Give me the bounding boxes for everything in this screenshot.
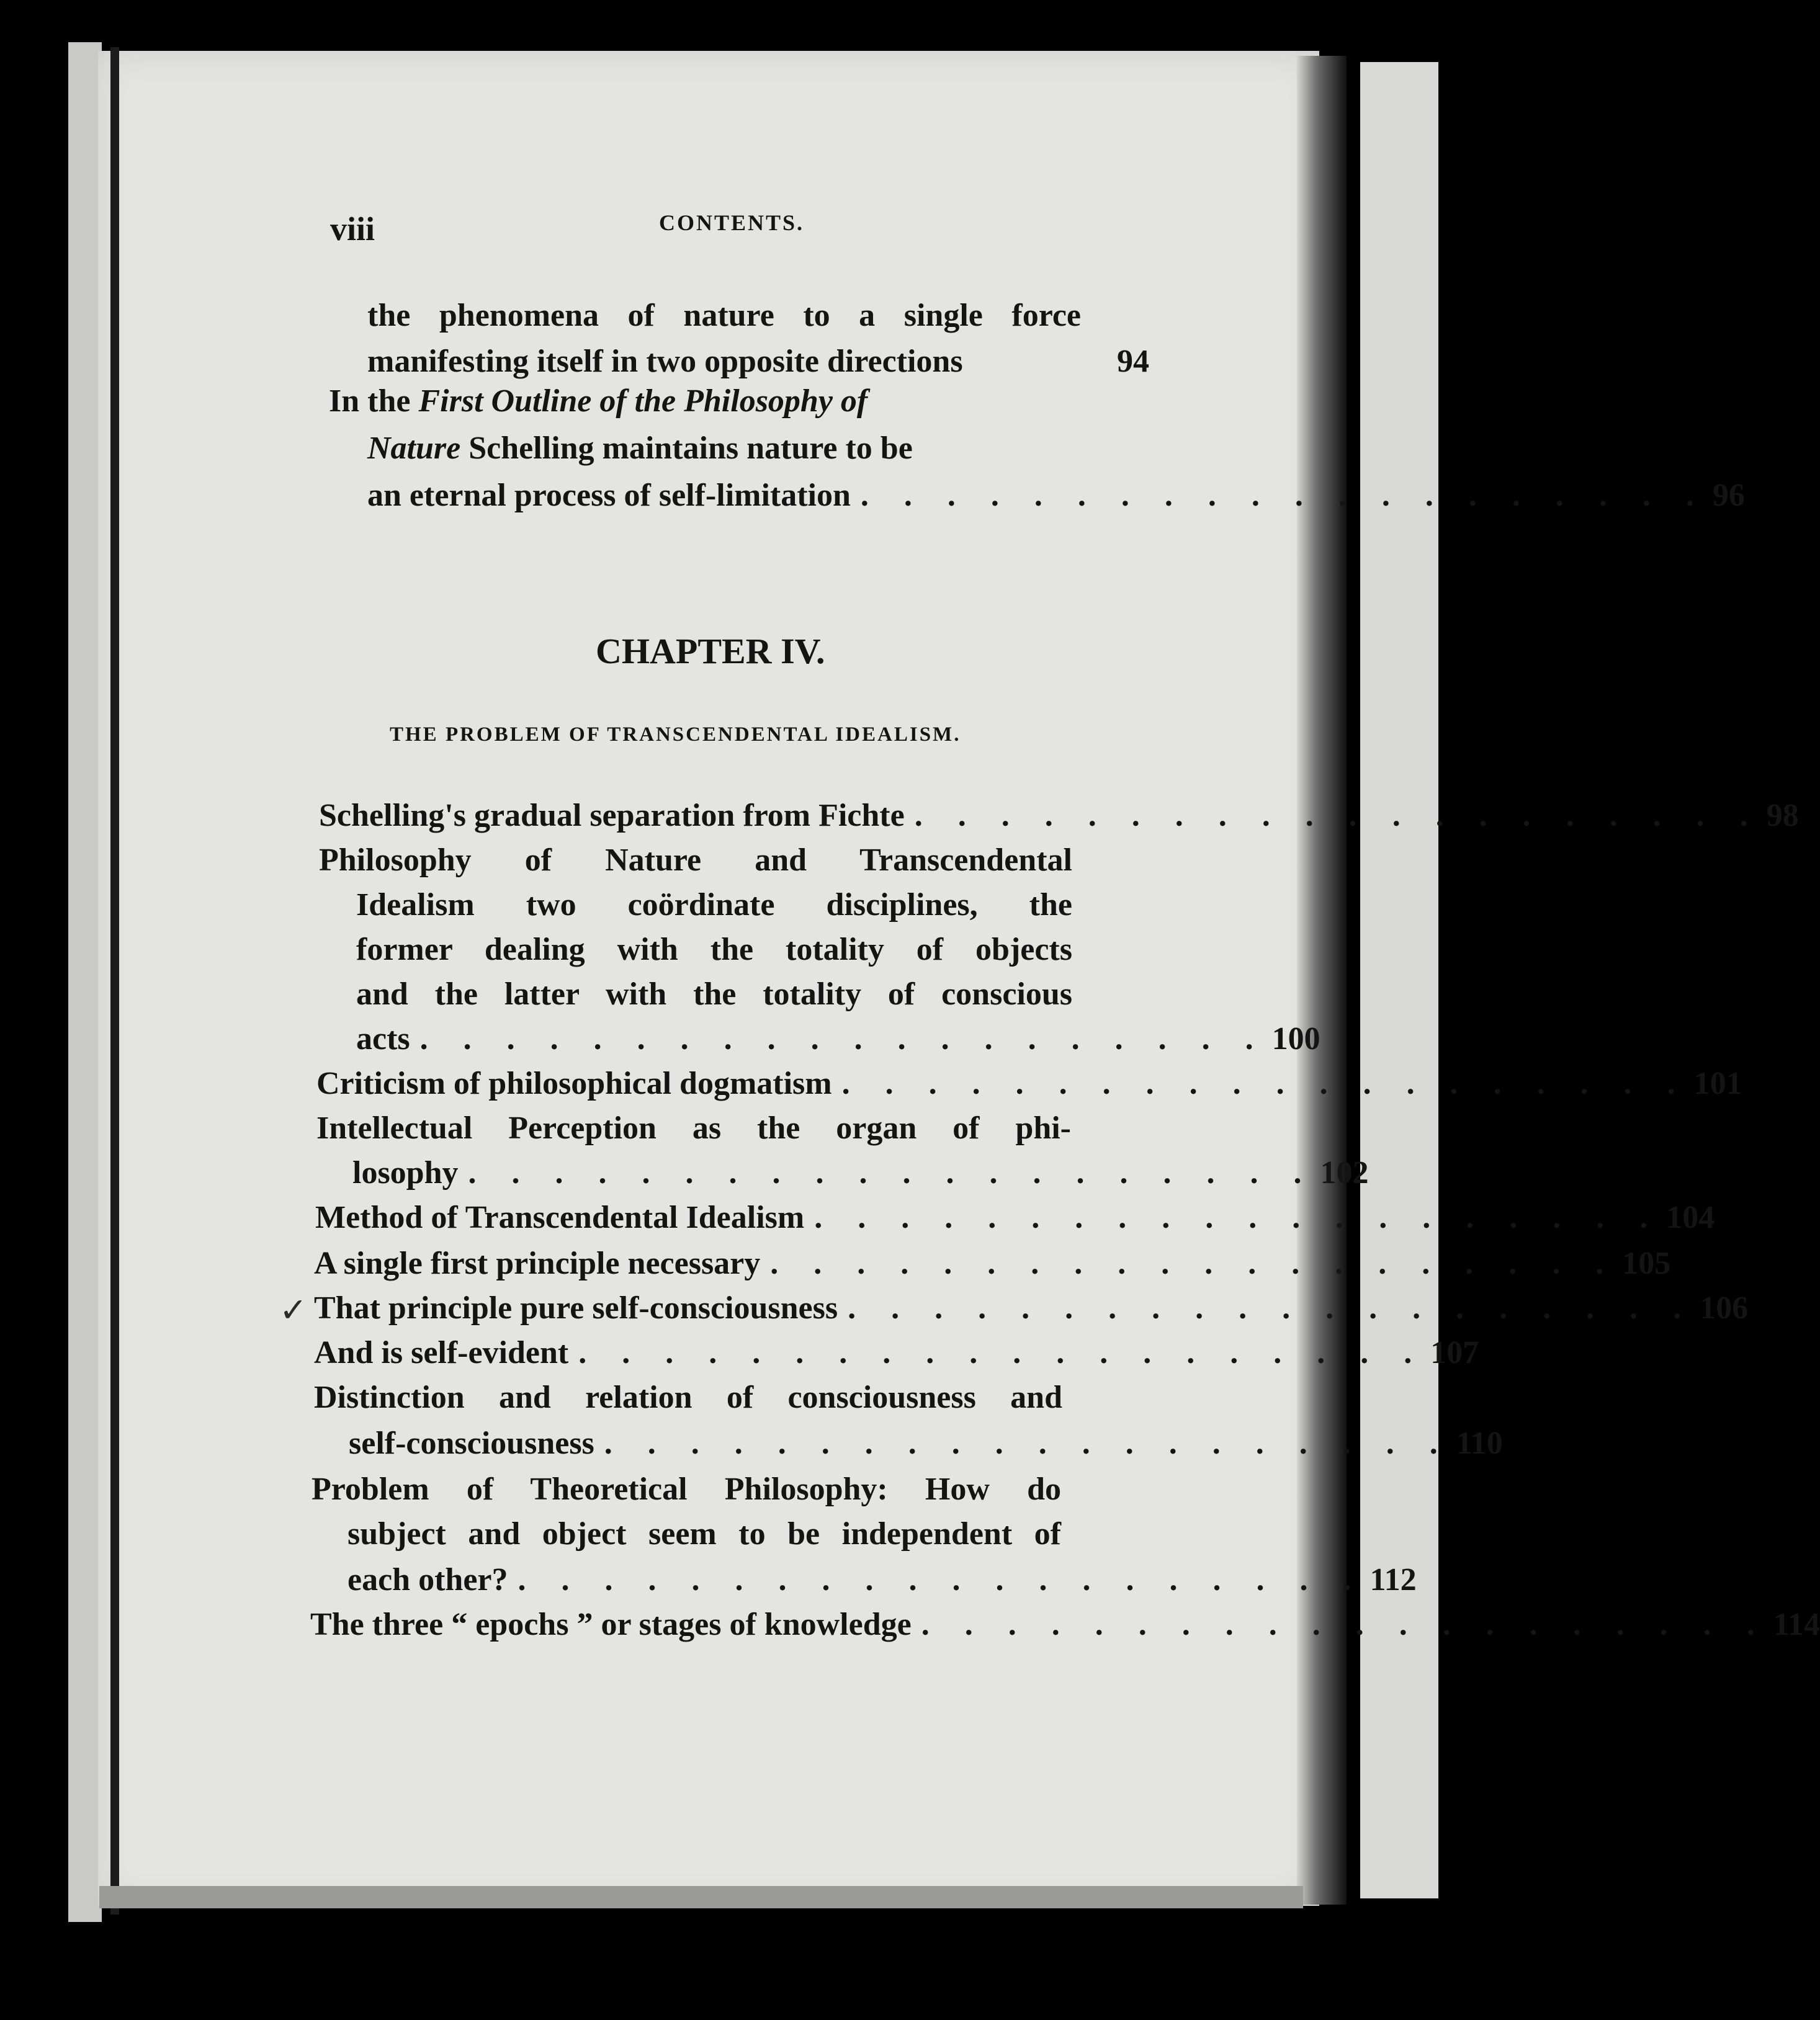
book-left-edge (68, 42, 102, 1922)
toc-entry-line: Philosophy of Nature and Transcendental (319, 842, 1072, 878)
toc-page-number: 106 (1700, 1290, 1749, 1326)
toc-page-number: 105 (1622, 1246, 1671, 1281)
chapter-title: THE PROBLEM OF TRANSCENDENTAL IDEALISM. (390, 723, 961, 746)
toc-page-number: 104 (1666, 1200, 1715, 1235)
toc-page-number: 96 (1712, 478, 1745, 513)
toc-line: manifesting itself in two opposite directions 94 (367, 341, 1149, 382)
toc-entry-line: and the latter with the totality of conscious (356, 976, 1072, 1012)
toc-page-number: 94 (1117, 344, 1149, 379)
toc-line: the phenomena of nature to a single force (367, 298, 1081, 333)
toc-entry-line: each other? . . . . . . . . . . . . . . . . . . . . 112 (347, 1560, 1134, 1601)
toc-entry-line: Intellectual Perception as the organ of phi- (316, 1111, 1071, 1146)
toc-page-number: 98 (1766, 798, 1799, 833)
toc-page-number: 114 (1773, 1607, 1820, 1642)
toc-entry: Schelling's gradual separation from Fichte . . . . . . . . . . . . . . . . . . . . 98 (319, 795, 1144, 836)
toc-page-number: 100 (1271, 1021, 1320, 1057)
toc-entry-line: self-consciousness . . . . . . . . . . . . . . . . . . . . 110 (349, 1423, 1134, 1464)
toc-entry: And is self-evident . . . . . . . . . . . . . . . . . . . . 107 (314, 1333, 1134, 1374)
toc-entry: Method of Transcendental Idealism . . . . . . . . . . . . . . . . . . . . 104 (315, 1197, 1138, 1238)
toc-entry: That principle pure self-consciousness . . . . . . . . . . . . . . . . . . . . 106 (314, 1288, 1137, 1329)
chapter-heading: CHAPTER IV. (596, 631, 825, 671)
page-bottom-edge (99, 1886, 1303, 1908)
toc-page-number: 112 (1369, 1562, 1417, 1598)
page-border-line (110, 47, 119, 1915)
toc-line: In the First Outline of the Philosophy of (329, 383, 868, 419)
toc-page-number: 110 (1456, 1426, 1503, 1461)
toc-line: Nature Schelling maintains nature to be (367, 431, 913, 466)
toc-page-number: 102 (1320, 1155, 1369, 1191)
toc-entry: The three “ epochs ” or stages of knowledge . . . . . . . . . . . . . . . . . . . . 114 (310, 1604, 1134, 1645)
running-title: CONTENTS. (659, 210, 805, 235)
toc-page-number: 107 (1430, 1335, 1479, 1370)
toc-entry-line: former dealing with the totality of objects (356, 932, 1072, 967)
toc-entry-line: Problem of Theoretical Philosophy: How do (312, 1472, 1061, 1507)
toc-entry-line: losophy . . . . . . . . . . . . . . . . . . . . 102 (352, 1153, 1139, 1194)
toc-entry: Criticism of philosophical dogmatism . . . . . . . . . . . . . . . . . . . . 101 (316, 1063, 1139, 1104)
toc-entry-line: Idealism two coördinate disciplines, the (356, 887, 1072, 923)
toc-entry-line: Distinction and relation of consciousness and (314, 1380, 1062, 1415)
toc-entry-line: acts . . . . . . . . . . . . . . . . . . . . 100 (356, 1019, 1141, 1060)
toc-entry: A single first principle necessary . . . . . . . . . . . . . . . . . . . . 105 (314, 1243, 1137, 1284)
toc-page-number: 101 (1693, 1066, 1742, 1101)
page-number: viii (330, 210, 375, 248)
toc-entry-line: subject and object seem to be independent of (347, 1516, 1061, 1552)
pencil-check-mark: ✓ (279, 1292, 308, 1329)
toc-line: an eternal process of self-limitation . . . . . . . . . . . . . . . . . . . . 96 (367, 475, 1149, 516)
